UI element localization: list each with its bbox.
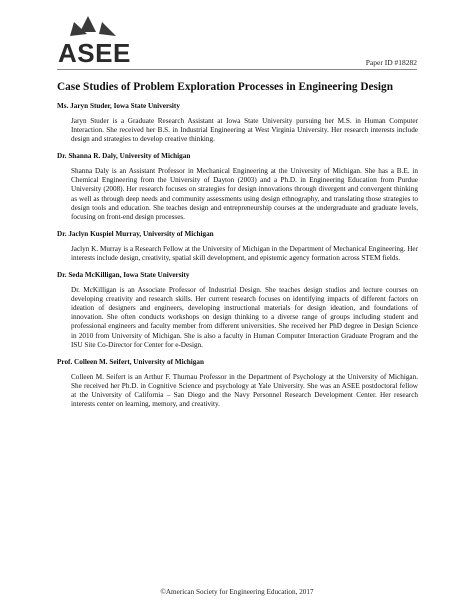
- author-name: Dr. Seda McKilligan, Iowa State University: [57, 271, 190, 280]
- paper-title: Case Studies of Problem Exploration Processes in Engineering Design: [57, 81, 393, 93]
- author-name: Dr. Shanna R. Daly, University of Michigan: [57, 152, 191, 161]
- bio-item: [57, 230, 418, 263]
- author-bio: Shanna Daly is an Assistant Professor in Mechanical Engineering at the University of Michigan. She has a B.E. in Chemical Engineering from the University of Dayton (2003) and a Ph.D. in Engineering Education from Purdue University (2008). Her research focuses on strategies for design innovations through divergent and convergent thinking as well as through deep needs and community assessments using design ethnography, and translating those strategies to design tools and education. She teaches design and entrepreneurship courses at the undergraduate and graduate levels, focusing on front-end design processes.: [71, 167, 418, 221]
- author-bio: Colleen M. Seifert is an Arthur F. Thurnau Professor in the Department of Psychology at the University of Michigan. She received her Ph.D. in Cognitive Science and psychology at Yale University. She was an ASEE postdoctoral fellow at the University of California – San Diego and the Navy Personnel Research Development Center. Her research interests center on learning, memory, and creativity.: [71, 372, 418, 408]
- bios-section: [57, 102, 418, 417]
- bio-item: [57, 358, 418, 409]
- bio-item: [57, 271, 418, 350]
- paper-id: Paper ID #18282: [365, 58, 417, 67]
- bio-item: [57, 102, 418, 144]
- author-bio: Dr. McKilligan is an Associate Professor of Industrial Design. She teaches design studios and lecture courses on developing creativity and research skills. Her current research focuses on identifying impacts of different factors on ideation of designers and engineers, developing instructional materials for design ideation, and foundations of innovation. She often conducts workshops on design thinking to a diverse range of groups including student and professional engineers and faculty member from different universities. She received her PhD degree in Design Science in 2010 from University of Michigan. She is also a faculty in Human Computer Interaction Graduate Program and the ISU Site Co-Director for Center for e-Design.: [71, 286, 418, 349]
- author-name: Prof. Colleen M. Seifert, University of Michigan: [57, 357, 204, 366]
- copyright-footer: ©American Society for Engineering Education, 2017: [160, 588, 314, 596]
- author-bio: Jaryn Studer is a Graduate Research Assistant at Iowa State University pursuing her M.S. in Human Computer Interaction. She received her B.S. in Industrial Engineering at West Virginia University. Her research interests include design and strategies to develop creative thinking.: [71, 117, 418, 144]
- bio-item: [57, 152, 418, 222]
- asee-logo-text: ASEE: [58, 38, 131, 68]
- author-bio: Jaclyn K. Murray is a Research Fellow at the University of Michigan in the Department of Mechanical Engineering. Her interests include design, creativity, spatial skill development, and epistemic agency formation across STEM fields.: [71, 244, 418, 262]
- header-divider: [57, 69, 417, 70]
- author-name: Ms. Jaryn Studer, Iowa State University: [57, 102, 180, 110]
- author-name: Dr. Jaclyn Kuspiel Murray, University of Michigan: [57, 229, 214, 238]
